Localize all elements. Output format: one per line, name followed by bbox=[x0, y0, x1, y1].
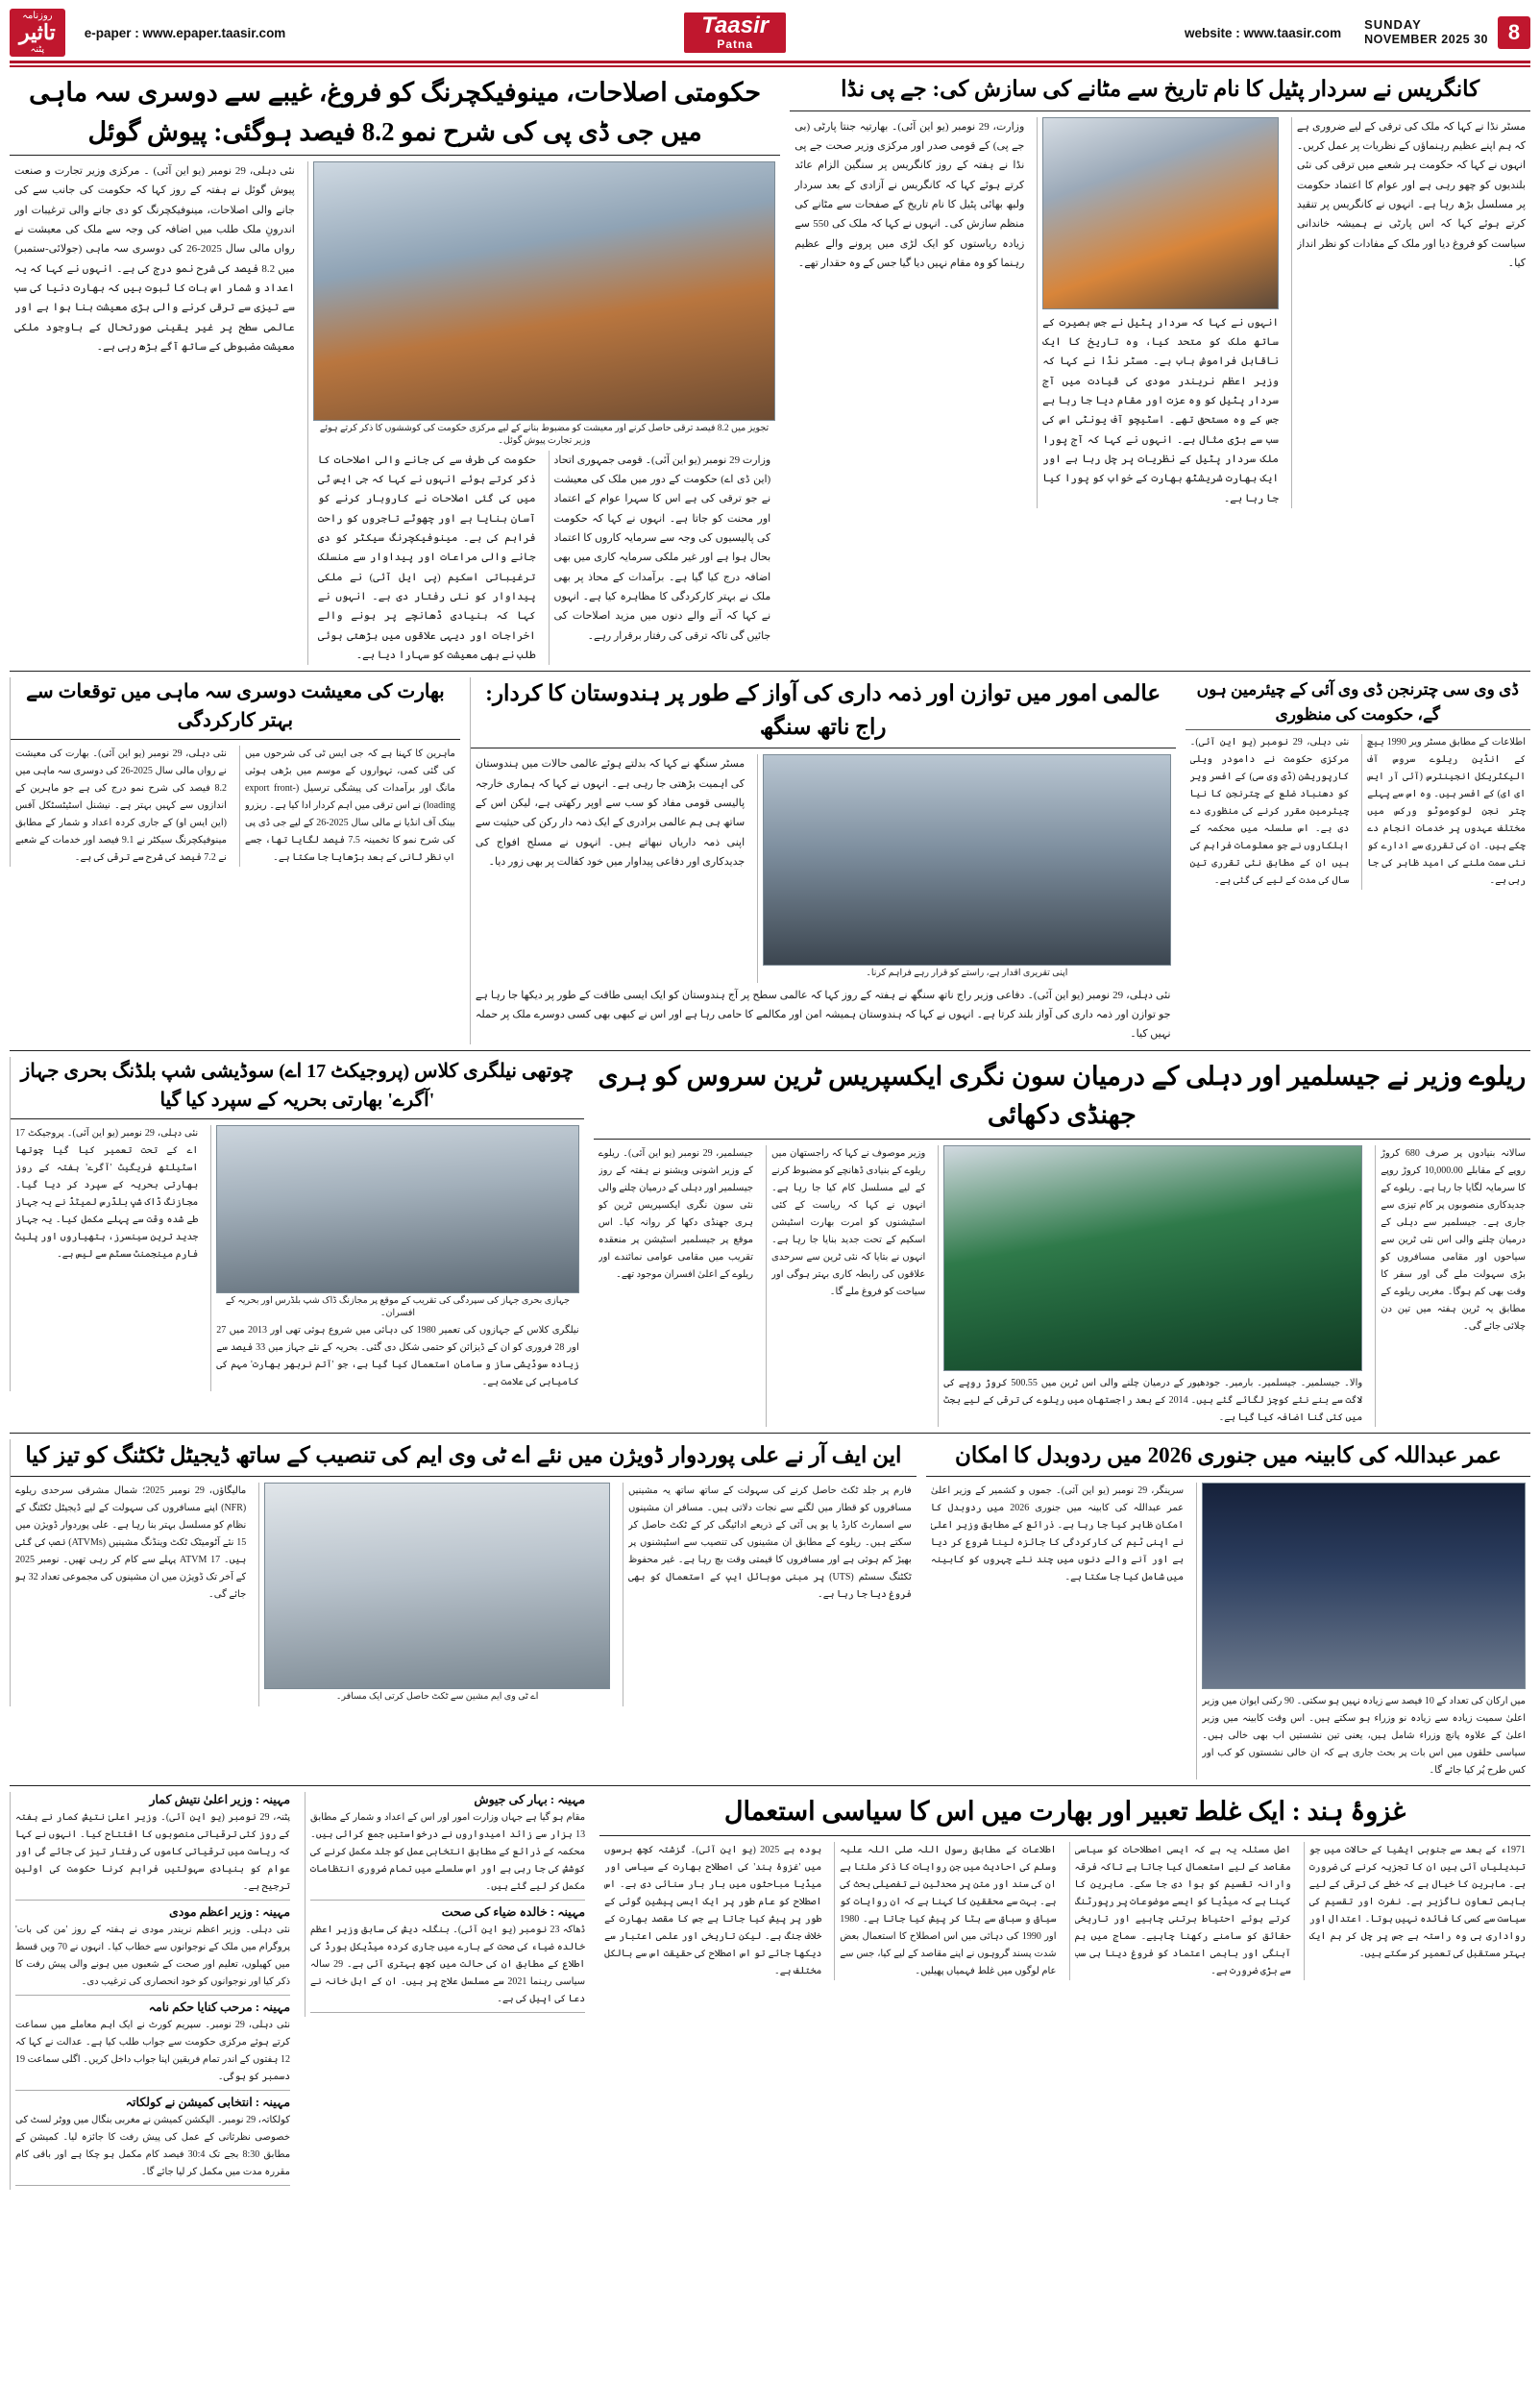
story-dvc bbox=[1186, 677, 1530, 890]
train-photo bbox=[943, 1145, 1362, 1371]
urdu-logo-city: پٹنہ bbox=[30, 44, 45, 56]
briefs-column-right bbox=[10, 1792, 295, 2190]
omar-rule bbox=[926, 1476, 1530, 1477]
epaper-link[interactable]: e-paper : www.epaper.taasir.com bbox=[84, 25, 286, 40]
story-economy bbox=[10, 677, 460, 867]
ship-col-1: نئی دہلی، 29 نومبر (یو این آئی)۔ پروجیکٹ 17 اے کے تحت تعمیر کیا گیا چوتھا اسٹیلتھ فریگیٹ 'آگرے' ہفتہ کے روز بھارتی بحریہ کے سپرد کر دیا گیا۔ مجازنگ ڈاک شپ بلڈرس لمیٹڈ نے یہ جہاز طے شدہ وقت سے پہلے مکمل کیا۔ یہ جہاز جدید ترین سینسرز، ہتھیاروں اور پلیٹ فارم مینجمنٹ سسٹم سے لیس ہے۔ bbox=[15, 1127, 199, 1260]
ship-photo bbox=[216, 1125, 579, 1293]
brief-text: ڈھاکہ 23 نومبر (یو این آئی)۔ بنگلہ دیش کی سابق وزیر اعظم خالدہ ضیاء کی صحت کے بارے میں جاری کردہ میڈیکل بورڈ کی اطلاع کے مطابق ان کی حالت میں کچھ بہتری آئی ہے۔ 29 سالہ سیاسی رہنما 2021 سے مسلسل علاج پر ہیں۔ ان کے اہل خانہ نے دعا کی اپیل کی ہے۔ bbox=[310, 1925, 586, 2005]
patel-rule bbox=[790, 110, 1530, 111]
story-train bbox=[594, 1057, 1530, 1427]
brief-item bbox=[310, 1904, 585, 2013]
brief-text: پٹنہ، 29 نومبر (یو این آئی)۔ وزیر اعلیٰ نتیش کمار نے ہفتہ کے روز کئی ترقیاتی منصوبوں کا افتتاح کیا۔ انہوں نے کہا کہ ریاست میں ترقیاتی کاموں کی رفتار تیز کی جائے گی اور عوام کو بنیادی سہولتیں فراہم کرنا حکومت کی اولین ترجیح ہے۔ bbox=[14, 1812, 291, 1893]
economy-headline: بھارت کی معیشت دوسری سہ ماہی میں توقعات سے بہتر کارکردگی bbox=[26, 681, 445, 732]
dvc-headline: ڈی وی سی چترنجن ڈی وی آئی کے چیئرمین ہوں گے، حکومت کی منظوری bbox=[1196, 680, 1519, 724]
story-gdp bbox=[10, 73, 780, 665]
row-four bbox=[10, 1439, 1530, 1787]
economy-col-1: نئی دہلی، 29 نومبر (یو این آئی)۔ بھارت کی معیشت نے رواں مالی سال 2025-26 کی دوسری سہ ماہی میں 8.2 فیصد کی شرح نمو درج کی ہے جو ماہرین کے اندازوں سے کہیں بہتر ہے۔ نیشنل اسٹیٹسٹکل آفس (این ایس او) کے جاری کردہ اعداد و شمار کے مطابق مینوفیکچرنگ سیکٹر نے 9.1 فیصد اور خدمات کے شعبے نے 7.2 فیصد کی شرح سے ترقی کی ہے۔ bbox=[15, 748, 227, 864]
logo-main-text: Taasir bbox=[701, 12, 770, 38]
brief-item bbox=[310, 1792, 585, 1901]
patel-col-1: وزارت، 29 نومبر (یو این آئی)۔ بھارتیہ جنتا پارٹی (بی جے پی) کے قومی صدر اور مرکزی وزیر صحت جے پی نڈا نے ہفتہ کے روز کانگریس پر سنگین الزام عائد کرتے ہوئے کہا کہ کانگریس نے آزادی کے بعد سردار ولبھ بھائی پٹیل کا نام تاریخ کے صفحات سے مٹانے کی منظم سازش کی۔ انہوں نے کہا کہ ملک کی 550 سے زیادہ ریاستوں کو ایک لڑی میں پرونے والے عظیم رہنما کو وہ مقام نہیں دیا گیا جس کے وہ حقدار تھے۔ bbox=[794, 120, 1025, 269]
brief-title: مہینہ : انتخابی کمیشن نے کولکاتہ bbox=[125, 2096, 291, 2110]
patel-photo bbox=[1042, 117, 1279, 309]
masthead-center bbox=[684, 8, 786, 58]
masthead bbox=[10, 8, 1530, 63]
row-top bbox=[10, 73, 1530, 672]
brief-title: مہینہ : وزیر اعظم مودی bbox=[169, 1905, 291, 1920]
rajnath-caption: اپنی تقریری اقدار ہے، راستے کو قرار رہے فراہم کرنا۔ bbox=[866, 969, 1068, 979]
nfr-col-1: مالیگاؤں، 29 نومبر 2025؛ شمال مشرقی سرحدی ریلوے (NFR) اپنے مسافروں کی سہولت کے لیے ڈیجیٹل ٹکٹنگ کے نظام کو مسلسل بہتر بنا رہا ہے۔ علی پوردوار ڈویژن میں 15 نئے آٹومیٹک ٹکٹ وینڈنگ مشینیں (ATVMs) نصب کی گئی ہیں۔ 17 ATVM پہلے سے کام کر رہی تھیں۔ نومبر 2025 کے آخر تک ڈویژن میں ان مشینوں کی مجموعی تعداد 32 ہو جائے گی۔ bbox=[15, 1485, 247, 1601]
masthead-day: SUNDAY bbox=[1364, 17, 1422, 33]
ship-rule bbox=[11, 1118, 584, 1119]
story-patel bbox=[790, 73, 1530, 508]
masthead-date-block bbox=[1364, 17, 1488, 48]
page-number: 8 bbox=[1498, 16, 1530, 49]
masthead-rule bbox=[10, 65, 1530, 67]
brief-text: نئی دہلی، 29 نومبر۔ سپریم کورٹ نے ایک اہم معاملے میں سماعت کرتے ہوئے مرکزی حکومت سے جواب طلب کیا ہے۔ عدالت نے کہا کہ 12 ہفتوں کے اندر تمام فریقین اپنا جواب داخل کریں۔ اگلی سماعت 19 دسمبر کو ہوگی۔ bbox=[14, 2020, 291, 2083]
urdu-logo-big: تاثیر bbox=[19, 19, 56, 44]
brief-item bbox=[15, 1999, 290, 2091]
patel-col-3: مسٹر نڈا نے کہا کہ ملک کی ترقی کے لیے ضروری ہے کہ ہم اپنے عظیم رہنماؤں کے نظریات پر عمل کریں۔ انہوں نے کہا کہ حکومت ہر شعبے میں ترقی کی نئی بلندیوں کو چھو رہی ہے اور عوام کا اعتماد حکومت پر مسلسل بڑھ رہا ہے۔ انہوں نے کانگریس پر تنقید کرتے ہوئے کہا کہ اس پارٹی نے ہمیشہ خاندانی سیاست کو فروغ دیا اور ملک کے مفادات کو نظر انداز کیا۔ bbox=[1296, 120, 1526, 269]
brief-text: کولکاتہ، 29 نومبر۔ الیکشن کمیشن نے مغربی بنگال میں ووٹر لسٹ کی خصوصی نظرثانی کے عمل کی پیش رفت کا جائزہ لیا۔ کمیشن کے مطابق 8:30 بجے تک 30:4 فیصد کام مکمل ہو چکا ہے اور باقی کام مقررہ مدت میں مکمل کر لیا جائے گا۔ bbox=[14, 2115, 291, 2178]
row-five bbox=[10, 1792, 1530, 2190]
rajnath-photo bbox=[763, 754, 1170, 966]
masthead-left bbox=[1171, 8, 1530, 58]
brief-title: مہینہ : وزیر اعلیٰ نتیش کمار bbox=[149, 1793, 291, 1807]
train-col-left: سالانہ بنیادوں پر صرف 680 کروڑ روپے کے مقابلے 10,000.00 کروڑ روپے کا سرمایہ لگایا جا رہا ہے۔ ریلوے کے جدیدکاری منصوبوں پر کام تیزی سے جاری ہے۔ جیسلمیر سے دہلی کے درمیان چلنے والی اس نئی ٹرین سے سیاحوں اور مقامی مسافروں کو بڑی سہولت ملے گی اور سفر کا وقت بھی کم ہوگا۔ مغربی ریلوے کے مطابق یہ ٹرین ہفتہ میں تین دن چلائی جائے گی۔ bbox=[1381, 1147, 1526, 1332]
brief-title: مہینہ : خالدہ ضیاء کی صحت bbox=[441, 1905, 586, 1920]
train-col-right-2: وزیر موصوف نے کہا کہ راجستھان میں ریلوے کے بنیادی ڈھانچے کو مضبوط کرنے کے لیے مسلسل کام کیا جا رہا ہے۔ انہوں نے کہا کہ ریاست کے کئی اسٹیشنوں کو امرت بھارت اسٹیشن اسکیم کے تحت جدید بنایا جا رہا ہے۔ انہوں نے بتایا کہ نئی ٹرین سے سرحدی علاقوں کی رابطہ کاری بہتر ہوگی اور سیاحت کو فروغ ملے گا۔ bbox=[771, 1147, 926, 1297]
brief-item bbox=[15, 2095, 290, 2186]
masthead-right bbox=[10, 8, 299, 58]
gdp-col-2: حکومت کی طرف سے کی جانے والی اصلاحات کا ذکر کرتے ہوئے انہوں نے کہا کہ جی ایس ٹی میں کی گئی اصلاحات نے کاروبار کرنے کو آسان بنایا ہے اور چھوٹے تاجروں کو راحت فراہم کی ہے۔ مینوفیکچرنگ سیکٹر کو دی جانے والی مراعات اور پیداوار سے منسلک ترغیباتی اسکیم (پی ایل آئی) نے ملکی پیداوار کو نئی رفتار دی ہے۔ انہوں نے کہا کہ بنیادی ڈھانچے پر ہونے والے اخراجات اور دیہی علاقوں میں بڑھتی ہوئی طلب نے بھی معیشت کو سہارا دیا ہے۔ bbox=[317, 454, 536, 662]
rajnath-col-1: نئی دہلی، 29 نومبر (یو این آئی)۔ دفاعی وزیر راج ناتھ سنگھ نے ہفتہ کے روز کہا کہ عالمی سطح پر آج ہندوستان کو ایک ایسی طاقت کے طور پر دیکھا جا رہا ہے جو توازن اور ذمہ داری کی آواز بلند کرتا ہے۔ انہوں نے کہا کہ ہندوستان ہمیشہ امن اور مکالمے کا حامی رہا ہے اور اس نے کبھی بھی کسی دوسرے ملک پر حملہ نہیں کیا۔ bbox=[475, 989, 1171, 1041]
gdp-headline: حکومتی اصلاحات، مینوفیکچرنگ کو فروغ، غیبے سے دوسری سہ ماہی میں جی ڈی پی کی شرح نمو 8.2 فیصد ہوگئی: پیوش گوئل bbox=[29, 78, 762, 146]
gdp-col-3: وزارت 29 نومبر (یو این آئی)۔ قومی جمہوری اتحاد (این ڈی اے) حکومت کے دور میں ملک کی معیشت نے جو ترقی کی ہے اس کا سہرا عوام کے اعتماد اور محنت کو جاتا ہے۔ انہوں نے کہا کہ حکومت کی پالیسیوں کی وجہ سے سرمایہ کاروں کا اعتماد بحال ہوا ہے اور غیر ملکی سرمایہ کاری میں بھی اضافہ درج کیا گیا ہے۔ برآمدات کے محاذ پر بھی ملک نے بہتر کارکردگی کا مظاہرہ کیا ہے۔ انہوں نے کہا کہ آنے والے دنوں میں مزید اصلاحات کی جائیں گی تاکہ ترقی کی رفتار برقرار رہے۔ bbox=[553, 454, 771, 642]
dvc-rule bbox=[1186, 729, 1530, 730]
brief-item bbox=[15, 1792, 290, 1901]
story-omar bbox=[926, 1439, 1530, 1780]
train-col-right-1: جیسلمیر، 29 نومبر (یو این آئی)۔ ریلوے کے وزیر اشونی ویشنو نے ہفتہ کے روز جیسلمیر اور دہلی کے درمیان چلنے والی نئی سون نگری ایکسپریس ٹرین کو ہری جھنڈی دکھا کر روانہ کیا۔ اس موقع پر جیسلمیر اسٹیشن پر منعقدہ تقریب میں مقامی عوامی نمائندے اور ریلوے کے اعلیٰ افسران موجود تھے۔ bbox=[598, 1147, 754, 1280]
brief-text: نئی دہلی۔ وزیر اعظم نریندر مودی نے ہفتہ کے روز 'من کی بات' پروگرام میں ملک کے نوجوانوں سے خطاب کیا۔ انہوں نے 70 ویں قسط میں کھیلوں، تعلیم اور صحت کے شعبوں میں ہونے والی پیش رفت کا ذکر کیا اور نوجوانوں کو خود انحصاری کی ترغیب دی۔ bbox=[14, 1925, 291, 1988]
train-col-small: والا۔ جیسلمیر۔ جیسلمیر۔ بارمیر۔ جودھپور کے درمیان چلنے والی اس ٹرین میں 500.55 کروڑ روپے کی لاگت سے بنے نئے کوچز لگائے گئے ہیں۔ 2014 کے بعد راجستھان میں ریلوے کی ترقی کے لیے بجٹ میں کئی گنا اضافہ کیا گیا ہے۔ bbox=[943, 1377, 1363, 1423]
website-link[interactable]: website : www.taasir.com bbox=[1185, 25, 1342, 40]
ghazwa-col-1: ہودہ ہے 2025 (یو این آئی)۔ گزشتہ کچھ برسوں میں 'غزوۂ ہند' کی اصطلاح بھارت کے سیاسی اور میڈیا مباحثوں میں بار بار سنائی دی ہے۔ اس اصطلاح کو عام طور پر ایک ایسی پیشین گوئی کے طور پر پیش کیا جاتا ہے جس کا مقصد بھارت کے خلاف جنگ ہے۔ لیکن تاریخی اور علمی اعتبار سے دیکھا جائے تو اس اصطلاح کی حقیقت اس سے بالکل مختلف ہے۔ bbox=[604, 1844, 822, 1976]
nfr-photo bbox=[264, 1483, 610, 1689]
brief-text: مقام ہو گیا ہے جہاں وزارت امور اور اس کے اعداد و شمار کے مطابق 13 ہزار سے زائد امیدواروں نے درخواستیں جمع کرائی ہیں۔ محکمہ کے ذرائع کے مطابق انتخابی عمل کو جلد مکمل کرنے کی کوشش کی جا رہی ہے اور اس سلسلے میں تمام ضروری انتظامات مکمل کر لیے گئے ہیں۔ bbox=[310, 1812, 586, 1893]
train-headline: ریلوے وزیر نے جیسلمیر اور دہلی کے درمیان سون نگری ایکسپریس ٹرین سروس کو ہری جھنڈی دکھائی bbox=[598, 1061, 1527, 1130]
omar-photo bbox=[1202, 1483, 1526, 1689]
ghazwa-col-4: 1971ء کے بعد سے جنوبی ایشیا کے حالات میں جو تبدیلیاں آئی ہیں ان کا تجزیہ کرنے کی ضرورت ہے۔ ماہرین کا خیال ہے کہ خطے کی ترقی کے لیے باہمی تعاون ناگزیر ہے۔ نفرت اور تقسیم کی سیاست سے کسی کا فائدہ نہیں ہوتا۔ اعتدال اور رواداری ہی وہ راستہ ہے جس پر چل کر ہم ایک بہتر مستقبل کی تعمیر کر سکتے ہیں۔ bbox=[1308, 1844, 1526, 1959]
nfr-headline: این ایف آر نے علی پوردوار ڈویژن میں نئے اے ٹی وی ایم کی تنصیب کے ساتھ ڈیجیٹل ٹکٹنگ کو تیز کیا bbox=[25, 1442, 902, 1467]
omar-headline: عمر عبداللہ کی کابینہ میں جنوری 2026 میں ردوبدل کا امکان bbox=[954, 1442, 1502, 1467]
gdp-caption: تجویز میں 8.2 فیصد ترقی حاصل کرنے اور معیشت کو مضبوط بنانے کے لیے مرکزی حکومت کی کوششوں کا ذکر کرتے ہوئے وزیر تجارت پیوش گوئل۔ bbox=[319, 424, 770, 447]
urdu-logo-small: روزنامہ bbox=[22, 10, 53, 21]
brief-title: مہینہ : مرحب کنایا حکم نامہ bbox=[148, 2000, 291, 2015]
patel-col-2: انہوں نے کہا کہ سردار پٹیل نے جس بصیرت کے ساتھ ملک کو متحد کیا، وہ تاریخ کا ایک ناقابل فراموش باب ہے۔ مسٹر نڈا نے کہا کہ وزیر اعظم نریندر مودی کی قیادت میں آج سردار پٹیل کو وہ عزت اور مقام دیا جا رہا ہے جس کے وہ مستحق تھے۔ اسٹیچو آف یونٹی اس کی سب سے بڑی مثال ہے۔ انہوں نے کہا کہ آج پورا ملک سردار پٹیل کے نظریات پر چل رہا ہے اور ایک بھارت شریشٹھ بھارت کے خواب کو پورا کیا جا رہا ہے۔ bbox=[1042, 316, 1279, 504]
ship-headline: چوتھی نیلگری کلاس (پروجیکٹ 17 اے) سوڈیشی شپ بلڈنگ بحری جہاز 'آگرے' بھارتی بحریہ کے سپرد کیا گیا bbox=[20, 1060, 574, 1111]
omar-col-1: سرینگر، 29 نومبر (یو این آئی)۔ جموں و کشمیر کے وزیر اعلیٰ عمر عبداللہ کی کابینہ میں جنوری 2026 میں ردوبدل کا امکان ظاہر کیا جا رہا ہے۔ ذرائع کے مطابق وزیر اعلیٰ نے اپنی ٹیم کی کارکردگی کا جائزہ لینا شروع کر دیا ہے اور آنے والے دنوں میں چند نئے چہروں کو کابینہ میں شامل کیا جا سکتا ہے۔ bbox=[930, 1485, 1185, 1583]
ghazwa-headline: غزوۂ ہند : ایک غلط تعبیر اور بھارت میں اس کا سیاسی استعمال bbox=[723, 1797, 1406, 1827]
ghazwa-col-3: اصل مسئلہ یہ ہے کہ ایسی اصطلاحات کو سیاسی مقاصد کے لیے استعمال کیا جاتا ہے تاکہ فرقہ وارانہ تقسیم کو ہوا دی جا سکے۔ ماہرین کا کہنا ہے کہ میڈیا کو ایسے موضوعات پر رپورٹنگ کرتے ہوئے احتیاط برتنی چاہیے اور تاریخی حقائق کو سامنے رکھنا چاہیے۔ سماج میں ہم آہنگی اور باہمی اعتماد کو فروغ دینا ہی سب سے بڑی ضرورت ہے۔ bbox=[1074, 1844, 1291, 1976]
story-ghazwa bbox=[599, 1792, 1530, 1980]
rajnath-col-2: مسٹر سنگھ نے کہا کہ بدلتے ہوئے عالمی حالات میں ہندوستان کی اہمیت بڑھتی جا رہی ہے۔ انہوں نے کہا کہ ہماری خارجہ پالیسی قومی مفاد کو سب سے اوپر رکھتی ہے، لیکن اس کے ساتھ ہی ہم عالمی برادری کے ایک ذمہ دار رکن کی حیثیت سے اپنی ذمہ داریاں نبھاتے ہیں۔ انہوں نے مسلح افواج کی جدیدکاری اور دفاعی پیداوار میں خود کفالت پر بھی زور دیا۔ bbox=[475, 758, 746, 869]
nfr-rule bbox=[11, 1476, 917, 1477]
gdp-col-1: نئی دہلی، 29 نومبر (یو این آئی) ۔ مرکزی وزیر تجارت و صنعت پیوش گوئل نے ہفتہ کے روز کہا کہ حکومت کی جانب سے کی جانے والی اصلاحات، مینوفیکچرنگ کو دی جانے والی ترغیبات اور اندرونِ ملک طلب میں اضافہ کی وجہ سے ملک کی معیشت نے رواں مالی سال 2025-26 کی دوسری سہ ماہی (جولائی-ستمبر) میں 8.2 فیصد کی شرح نمو درج کی ہے۔ انہوں نے کہا کہ یہ اعداد و شمار اس بات کا ثبوت ہیں کہ بھارت دنیا کی سب سے تیزی سے ترقی کرنے والی بڑی معیشت بنا ہوا ہے اور عالمی سطح پر غیر یقینی صورتحال کے باوجود ملکی معیشت مضبوطی کے ساتھ آگے بڑھ رہی ہے۔ bbox=[14, 165, 295, 354]
gdp-photo bbox=[313, 161, 775, 421]
dvc-col-2: اطلاعات کے مطابق مسٹر ویر 1990 بیچ کے انڈین ریلوے سروس آف الیکٹریکل انجینئرس (آئی آر ایس ای ای) کے افسر ہیں۔ وہ اس سے پہلے چتر نجن لوکوموٹو ورکس میں مختلف عہدوں پر خدمات انجام دے چکے ہیں۔ ان کی تقرری سے ادارے کو نئی سمت ملنے کی امید ظاہر کی جا رہی ہے۔ bbox=[1367, 737, 1526, 887]
story-ship bbox=[10, 1057, 584, 1392]
economy-rule bbox=[11, 739, 460, 740]
masthead-date: 30 NOVEMBER 2025 bbox=[1364, 33, 1488, 47]
ship-col-2: نیلگری کلاس کے جہازوں کی تعمیر 1980 کی دہائی میں شروع ہوئی تھی اور 2013 میں 27 اور 28 فروری کو ان کے ڈیزائن کو حتمی شکل دی گئی۔ بحریہ کے نئے جہاز میں 33 فیصد سے زیادہ سوڈیشی ساز و سامان استعمال کیا گیا ہے، جو 'آتم نربھر بھارت' مہم کی کامیابی کی علامت ہے۔ bbox=[216, 1325, 579, 1388]
row-two bbox=[10, 677, 1530, 1050]
dvc-col-1: نئی دہلی، 29 نومبر (یو این آئی)۔ مرکزی حکومت نے دامودر ویلی کارپوریشن (ڈی وی سی) کے افسر ویر کو دھنباد ضلع کے چترنجن کا نیا چیئرمین مقرر کرنے کی منظوری دے دی ہے۔ اس سلسلہ میں محکمہ کے اہلکاروں نے جو معلومات فراہم کی ہیں ان کے مطابق نئی تقرری تین سال کی مدت کے لیے کی گئی ہے۔ bbox=[1189, 737, 1350, 887]
patel-headline: کانگریس نے سردار پٹیل کا نام تاریخ سے مٹانے کی سازش کی: جے پی نڈا bbox=[841, 77, 1480, 101]
logo-sub-text: Patna bbox=[717, 37, 754, 51]
train-rule bbox=[594, 1139, 1530, 1140]
omar-col-2: میں ارکان کی تعداد کے 10 فیصد سے زیادہ نہیں ہو سکتی۔ 90 رکنی ایوان میں وزیر اعلیٰ سمیت زیادہ سے زیادہ نو وزراء ہو سکتے ہیں۔ اس وقت کابینہ میں وزیر اعلیٰ کے علاوہ پانچ وزراء شامل ہیں، یعنی تین نشستیں اب بھی خالی ہیں۔ سیاسی حلقوں میں اس بات پر بحث جاری ہے کہ ان خالی نشستوں کو کب اور کس طرح پُر کیا جائے گا۔ bbox=[1202, 1696, 1526, 1777]
rajnath-headline: عالمی امور میں توازن اور ذمہ داری کی آواز کے طور پر ہندوستان کا کردار: راج ناتھ سنگھ bbox=[485, 681, 1161, 739]
economy-col-2: ماہرین کا کہنا ہے کہ جی ایس ٹی کی شرحوں میں کی گئی کمی، تہواروں کے موسم میں بڑھی ہوئی مانگ اور برآمدات کی پیشگی ترسیل (export front-loading) نے اس ترقی میں اہم کردار ادا کیا ہے۔ ریزرو بینک آف انڈیا نے مالی سال 2025-26 کے لیے جی ڈی پی کی شرح نمو کا تخمینہ 7.5 فیصد لگایا تھا، جسے اب نظر ثانی کے بعد بڑھایا جا سکتا ہے۔ bbox=[244, 748, 455, 864]
briefs-column-left bbox=[305, 1792, 590, 2017]
story-nfr bbox=[10, 1439, 917, 1706]
brief-title: مہینہ : بہار کی جیوش bbox=[474, 1793, 586, 1807]
nfr-caption: اے ٹی وی ایم مشین سے ٹکٹ حاصل کرتی ایک مسافر۔ bbox=[335, 1692, 539, 1703]
ghazwa-rule bbox=[599, 1835, 1530, 1836]
urdu-logo bbox=[10, 9, 65, 57]
taasir-logo bbox=[684, 12, 786, 53]
story-rajnath bbox=[470, 677, 1176, 1043]
ghazwa-col-2: اطلاعات کے مطابق رسول اللہ صلی اللہ علیہ وسلم کی احادیث میں جن روایات کا ذکر ملتا ہے ان کی سند اور متن پر محدثین نے تفصیلی بحث کی ہے۔ بہت سے محققین کا کہنا ہے کہ ان روایات کو سیاق و سباق سے ہٹا کر پیش کیا جاتا ہے۔ 1980 اور 1990 کی دہائی میں اس اصطلاح کا استعمال بعض شدت پسند گروہوں نے اپنے مقاصد کے لیے کیا، جس سے عام لوگوں میں غلط فہمیاں پھیلیں۔ bbox=[840, 1844, 1057, 1976]
row-three bbox=[10, 1057, 1530, 1434]
nfr-col-2: فارم پر جلد ٹکٹ حاصل کرنے کی سہولت کے ساتھ ساتھ یہ مشینیں مسافروں کو قطار میں لگنے سے نجات دلاتی ہیں۔ مسافر ان مشینوں سے اسمارٹ کارڈ یا یو پی آئی کے ذریعے ادائیگی کر کے ٹکٹ حاصل کر سکتے ہیں۔ ریلوے کے مطابق ان مشینوں کی تنصیب سے اسٹیشنوں پر بھیڑ کم ہوئی ہے اور مسافروں کا قیمتی وقت بچ رہا ہے۔ غیر محفوظ ٹکٹنگ سسٹم (UTS) پر مبنی موبائل ایپ کے استعمال کو بھی فروغ دیا جا رہا ہے۔ bbox=[627, 1485, 912, 1601]
brief-item bbox=[15, 1904, 290, 1996]
gdp-rule bbox=[10, 155, 780, 156]
ship-caption: جہازی بحری جہاز کی سپردگی کی تقریب کے موقع پر مجازنگ ڈاک شپ بلڈرس اور بحریہ کے افسران۔ bbox=[225, 1295, 571, 1318]
